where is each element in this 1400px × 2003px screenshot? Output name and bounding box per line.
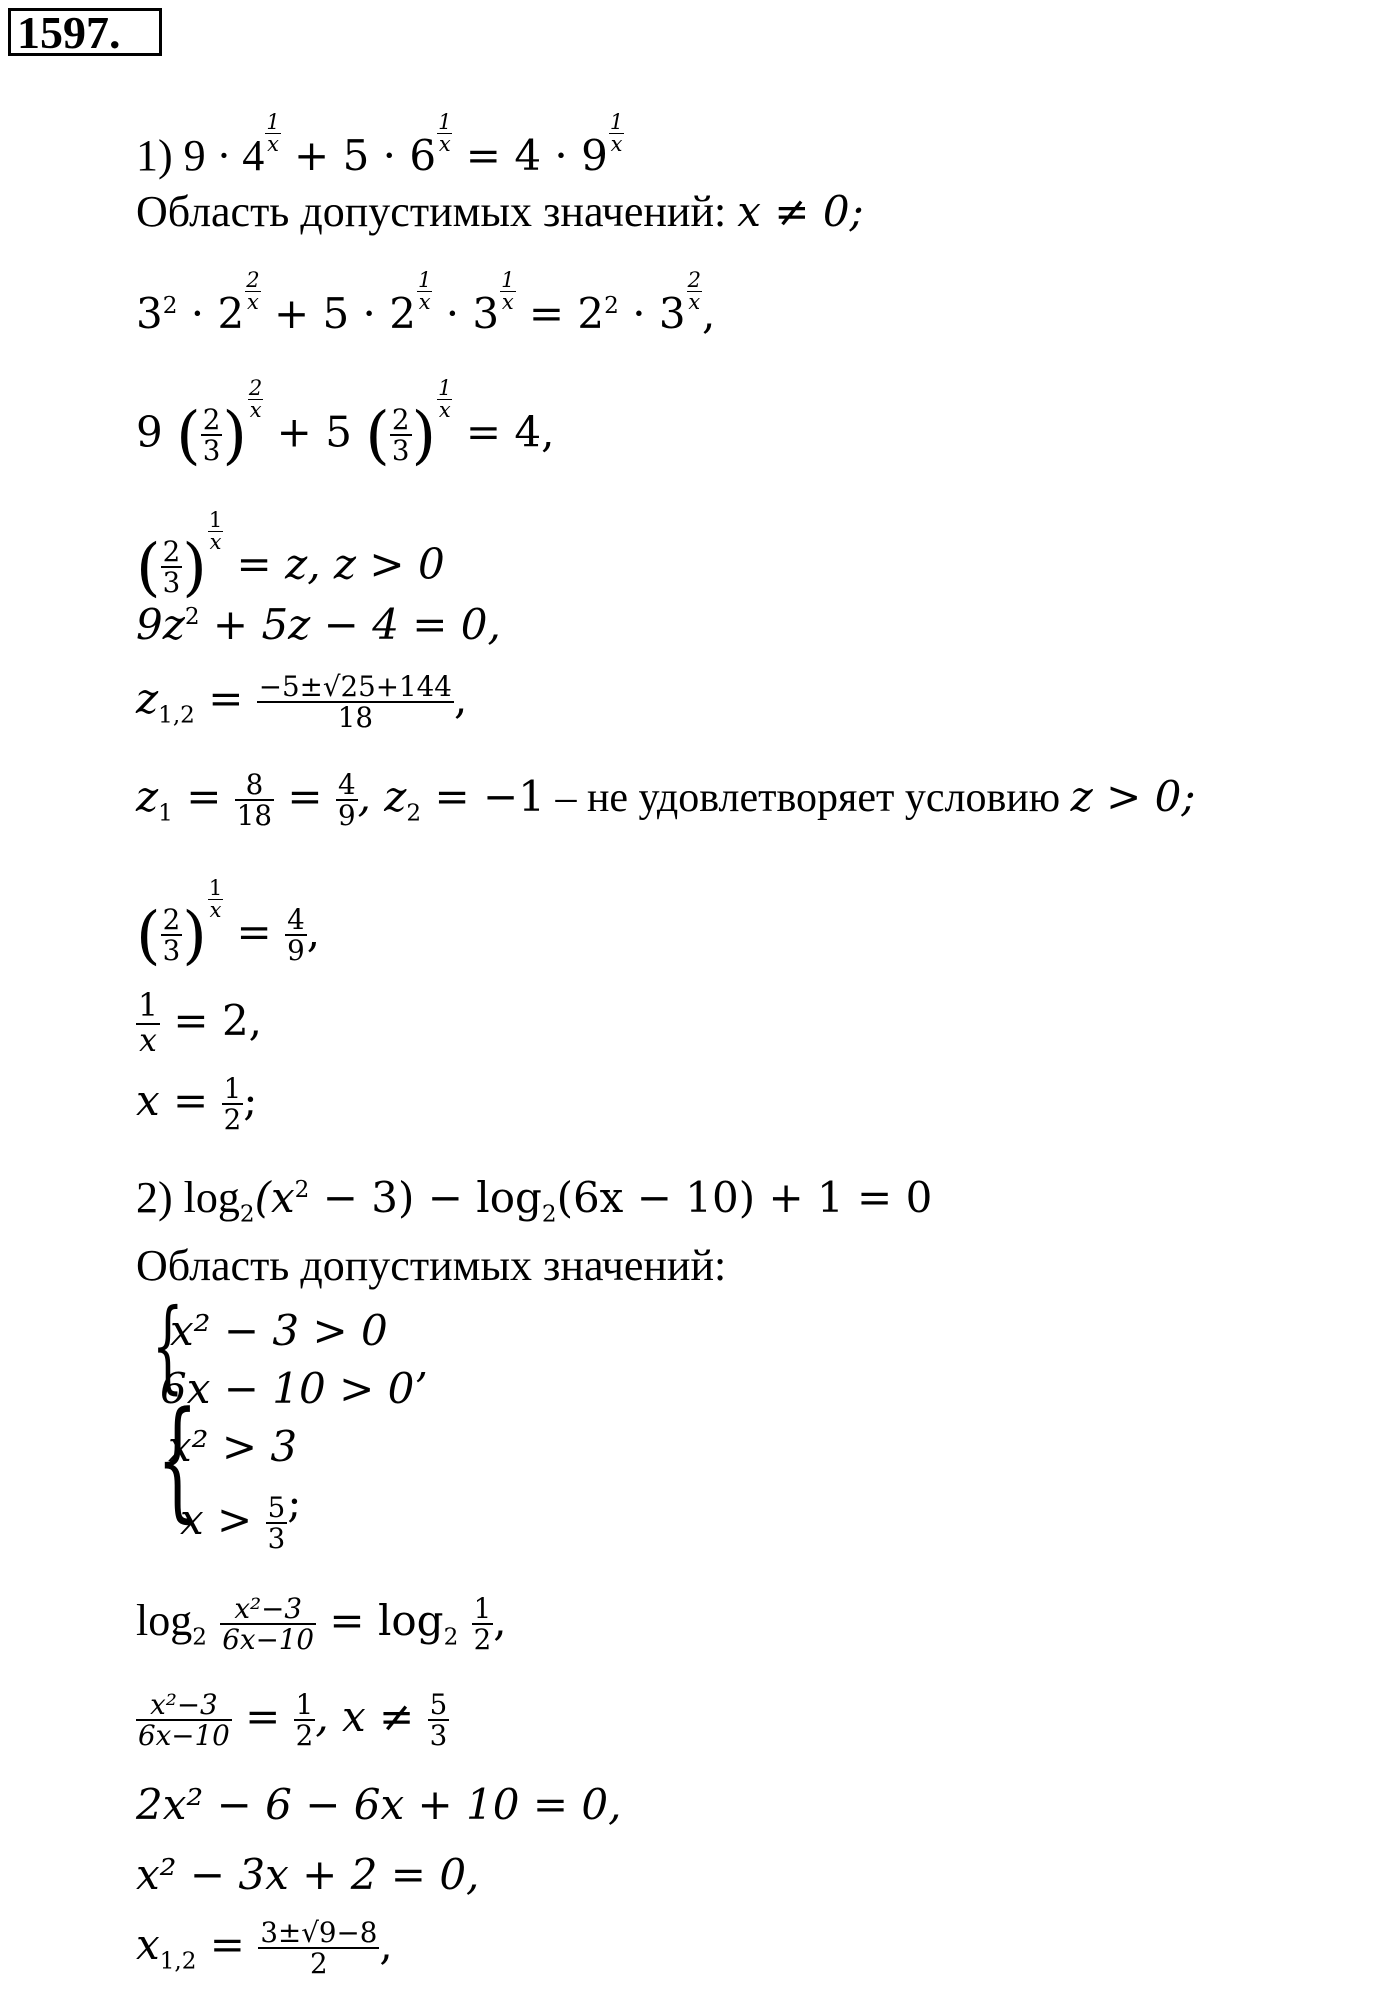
part2-fraction-equation: $\frac{\text{x²−3}}{6x-10}$ = $\frac{1}{2}$ , x ≠ $\frac{5}{3}$ [138, 1688, 448, 1753]
part1-roots-values: $z_1$ = $\frac{8}{18}$ = $\frac{4}{9}$ , $z_2 = -1$ – не удовлетворяет условию z > 0; [136, 768, 1196, 833]
part2-equation: 2) $\log_2(x^2 - 3) - \log_2(6x - 10) + 1 = 0$ [136, 1173, 933, 1228]
part1-roots-formula: $z_{1,2}$ = $\frac{-5\pm√25+144}{18}$ , [136, 670, 468, 735]
part1-step-ratio: 9 ( $\frac{2}{3}$ ) $\frac{2}{x}$ + 5 ( $\frac{2}{3}$ ) $\frac{1}{x}$ = 4, [136, 376, 555, 472]
part2-odz-label: Область допустимых значений: [136, 1241, 727, 1290]
part1-answer: x = $\frac{1}{2}$ ; [136, 1072, 258, 1137]
part2-quadratic: x² − 3x + 2 = 0, [136, 1850, 480, 1899]
part2-roots-formula: $x_{1,2}$ = $\frac{3\pm√9-8}{2}$ , [136, 1916, 393, 1981]
system1-row2: 6x − 10 > 0’ [160, 1364, 428, 1413]
part1-quadratic: $9z^2 + 5z - 4 = 0$, [136, 600, 501, 649]
eq-term-2: + 5 · 6 [280, 130, 437, 180]
system-brace-2: { [156, 1383, 199, 1535]
system-brace-1: { [151, 1287, 184, 1404]
system1-row1: x² − 3 > 0 [170, 1306, 388, 1355]
part1-substitution: ( $\frac{2}{3}$ ) $\frac{1}{x}$ = z, z > 0 [136, 508, 445, 604]
exponent-1-over-x: $\frac{1}{x}$ [609, 110, 624, 156]
part1-equation [136, 112, 624, 181]
exponent-1-over-x: $\frac{1}{x}$ [266, 110, 280, 156]
problem-number [8, 8, 162, 56]
eq-term-3: = 4 · 9 [452, 130, 608, 180]
system2-row1: x² > 3 [168, 1422, 298, 1471]
eq-term-1: 1) 9 · 4 [136, 130, 265, 180]
odz-label: Область допустимых значений: [136, 187, 738, 236]
part2-log-combined: $\log_2$ $\frac{\text{x²−3}}{6x-10}$ = $\log_2$ $\frac{1}{2}$ , [136, 1592, 507, 1657]
part1-reciprocal: $\frac{1}{x}$ = 2, [138, 988, 263, 1060]
part1-odz-line [136, 186, 864, 237]
problem-number-text: 1597. [17, 7, 121, 58]
part1-back-substitution: ( $\frac{2}{3}$ ) $\frac{1}{x}$ = $\frac{4}{9}$ , [136, 876, 321, 972]
part2-expanded: 2x² − 6 − 6x + 10 = 0, [136, 1780, 622, 1829]
exponent-1-over-x: $\frac{1}{x}$ [438, 110, 452, 156]
odz-condition: x ≠ 0; [737, 187, 864, 236]
part1-step-bases: $3^2 \cdot 2$ $\frac{2}{x}$ + 5 · 2 $\frac{1}{x}$ · 3 $\frac{1}{x}$ = $2^2 \cdot 3$ $\frac{2}{x}$ , [136, 268, 716, 338]
system2-row2: x > $\frac{5}{3}$ ; [180, 1478, 302, 1555]
